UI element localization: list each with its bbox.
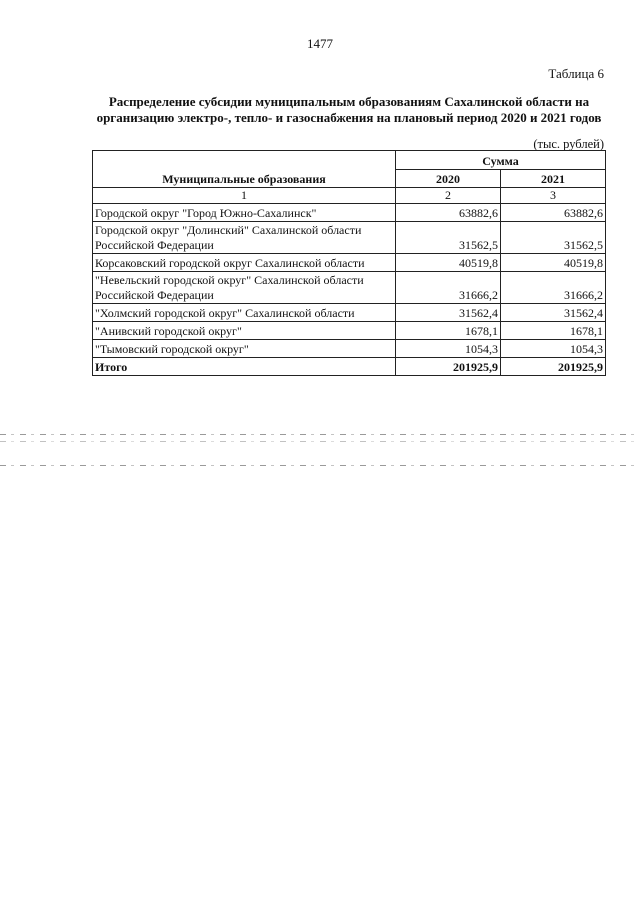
row-value-2021: 31666,2 [501,272,606,304]
row-value-2020: 31562,5 [396,222,501,254]
subsidy-table [92,150,606,376]
row-name: "Холмский городской округ" Сахалинской области [93,304,396,322]
column-number-3: 3 [501,188,606,204]
row-value-2020: 1054,3 [396,340,501,358]
page-number: 1477 [307,36,333,51]
table-row [93,254,606,272]
row-value-2021: 31562,5 [501,222,606,254]
total-row [93,358,606,376]
row-value-2021: 40519,8 [501,254,606,272]
scan-artifact-line [0,465,640,466]
row-name: "Тымовский городской округ" [93,340,396,358]
row-value-2021: 63882,6 [501,204,606,222]
row-value-2020: 40519,8 [396,254,501,272]
table-row [93,304,606,322]
row-name: Корсаковский городской округ Сахалинской области [93,254,396,272]
units-label: (тыс. рублей) [533,137,604,151]
row-name: Городской округ "Долинский" Сахалинской области Российской Федерации [93,222,396,254]
row-value-2020: 31666,2 [396,272,501,304]
row-name: "Невельский городской округ" Сахалинской области Российской Федерации [93,272,396,304]
row-value-2021: 1678,1 [501,322,606,340]
row-value-2021: 1054,3 [501,340,606,358]
header-sum: Сумма [396,151,606,170]
header-municipalities: Муниципальные образования [93,151,396,188]
header-year-2021: 2021 [501,170,606,188]
total-value-2021: 201925,9 [501,358,606,376]
table-row [93,272,606,304]
column-number-1: 1 [93,188,396,204]
table-label: Таблица 6 [548,66,604,81]
row-name: Городской округ "Город Южно-Сахалинск" [93,204,396,222]
total-value-2020: 201925,9 [396,358,501,376]
column-number-2: 2 [396,188,501,204]
table-row [93,222,606,254]
total-label: Итого [93,358,396,376]
scan-artifact-line [0,434,640,435]
column-number-row [93,188,606,204]
table-row [93,322,606,340]
row-value-2020: 63882,6 [396,204,501,222]
table-row [93,340,606,358]
row-value-2020: 1678,1 [396,322,501,340]
scan-artifact-line [0,441,640,442]
row-value-2021: 31562,4 [501,304,606,322]
row-value-2020: 31562,4 [396,304,501,322]
header-year-2020: 2020 [396,170,501,188]
table-row [93,204,606,222]
row-name: "Анивский городской округ" [93,322,396,340]
document-title: Распределение субсидии муниципальным образованиям Сахалинской области на организацию электро-, тепло- и газоснабжения на плановый период 2020 и 2021 годов [96,94,602,125]
